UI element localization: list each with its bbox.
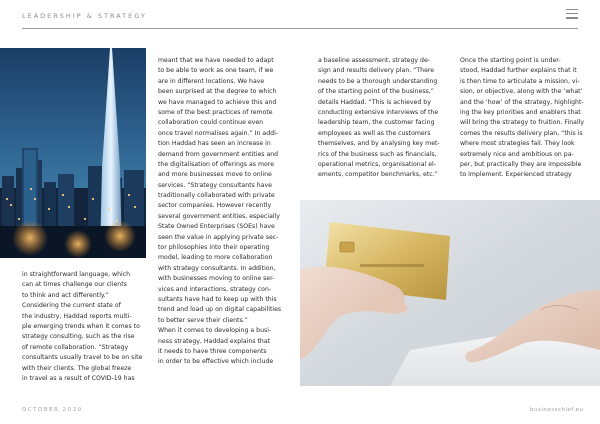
article-column-4 (460, 56, 588, 181)
text-line: been surprised at the degree to which (158, 88, 277, 96)
text-line: collaboration could continue even (158, 119, 264, 127)
text-line: with businesses moving to online ser- (158, 275, 275, 283)
text-line: some of the best practices of remote (158, 108, 273, 116)
text-line: extremely nice and ambitious on pa- (460, 150, 574, 158)
text-line: needs to be a thorough understanding (318, 77, 438, 85)
text-line: will bring the strategy to fruition. Finally (460, 119, 585, 127)
text-line: meant that we have needed to adapt (158, 57, 274, 64)
text-line: strategy consulting, such as the rise (22, 333, 135, 341)
text-line: services. “Strategy consultants have (158, 181, 272, 189)
text-line: traditionally collaborated with private (158, 192, 275, 200)
text-line: can at times challenge our clients (22, 281, 127, 289)
text-line: comes the results delivery plan, “this is (460, 129, 583, 137)
text-line: operational metrics, organisational el- (318, 160, 436, 168)
article-column-2 (158, 56, 286, 368)
menu-bar (566, 9, 578, 10)
text-line: several government entities, especially (158, 212, 280, 220)
text-line: of the starting point of the business,” (318, 88, 434, 96)
text-line: tion Haddad has seen an increase in (158, 140, 271, 148)
text-line: to think and act differently.” (22, 291, 109, 299)
text-line: of remote collaboration. “Strategy (22, 343, 129, 351)
header-divider (22, 28, 578, 29)
text-line: sector companies. However recently (158, 202, 272, 210)
text-line: to be able to work as one team, if we (158, 67, 274, 75)
article-column-3 (318, 56, 446, 181)
text-line: consultants usually travel to be on site (22, 354, 143, 362)
text-line: in order to be effective which include (158, 358, 274, 366)
text-line: in straightforward language, which (22, 271, 131, 278)
text-line: are in different locations. We have (158, 77, 265, 85)
text-line: trend and load up on digital capabilities (158, 306, 282, 314)
text-line: and the ‘how’ of the strategy, highlight- (460, 98, 584, 106)
menu-bar (566, 13, 578, 14)
text-line: State Owned Enterprises (SOEs) have (158, 223, 275, 231)
text-line: stood, Haddad further explains that it (460, 67, 577, 75)
text-line: sion, or objective, along with the ‘what’ (460, 88, 583, 96)
text-line: sultants have had to keep up with this (158, 295, 277, 303)
text-line: seen the value in applying private sec- (158, 233, 279, 241)
hamburger-menu-icon[interactable] (566, 9, 578, 19)
text-line: conducting extensive interviews of the (318, 108, 439, 116)
text-line: When it comes to developing a busi- (158, 327, 272, 335)
article-column-1 (22, 270, 146, 384)
text-line: the industry, Haddad reports multi- (22, 312, 132, 320)
text-line: leadership team, the customer facing (318, 119, 435, 127)
text-line: ness strategy, Haddad explains that (158, 337, 271, 345)
text-line: ing the key priorities and enablers that (460, 108, 581, 116)
text-line: with strategy consultants. In addition, (158, 264, 276, 272)
text-line: Considering the current state of (22, 302, 121, 310)
text-line: to implement. Experienced strategy (460, 171, 572, 179)
text-line: model, leading to more collaboration (158, 254, 273, 262)
text-line: it needs to have three components (158, 347, 267, 355)
text-line: rics of the business such as financials, (318, 150, 437, 158)
text-line: tor philosophies into their operating (158, 244, 270, 252)
issue-date: OCTOBER 2020 (22, 407, 83, 413)
text-line: where most strategies fail. They look (460, 140, 575, 148)
text-line: details Haddad. “This is achieved by (318, 98, 431, 106)
menu-bar (566, 17, 578, 18)
text-line: demand from government entities and (158, 150, 279, 158)
text-line: once travel normalises again.” In addi- (158, 129, 279, 137)
text-line: employees as well as the customers (318, 129, 431, 137)
text-line: to better serve their clients.” (158, 316, 248, 324)
text-line: in travel as a result of COVID-19 has (22, 374, 135, 382)
text-line: with their clients. The global freeze (22, 364, 132, 372)
text-line: and more businesses move to online (158, 171, 272, 179)
text-line: vices and interactions, strategy con- (158, 285, 272, 293)
text-line: we have managed to achieve this and (158, 98, 277, 106)
text-line: ple emerging trends when it comes to (22, 322, 140, 330)
text-line: sign and results delivery plan. “There (318, 67, 435, 75)
text-line: Once the starting point is under- (460, 57, 561, 64)
city-skyline-photo (0, 48, 146, 258)
text-line: ements, competitor benchmarks, etc.” (318, 171, 438, 179)
text-line: the digitalisation of offerings as more (158, 160, 275, 168)
section-title: LEADERSHIP & STRATEGY (22, 12, 147, 20)
text-line: is then time to articulate a mission, vi- (460, 77, 580, 85)
text-line: a baseline assessment, strategy de- (318, 57, 430, 64)
credit-card-photo (300, 200, 600, 386)
text-line: per, but practically they are impossible (460, 160, 582, 168)
text-line: themselves, and by analysing key met- (318, 140, 440, 148)
site-url[interactable]: businesschief.eu (530, 407, 584, 413)
